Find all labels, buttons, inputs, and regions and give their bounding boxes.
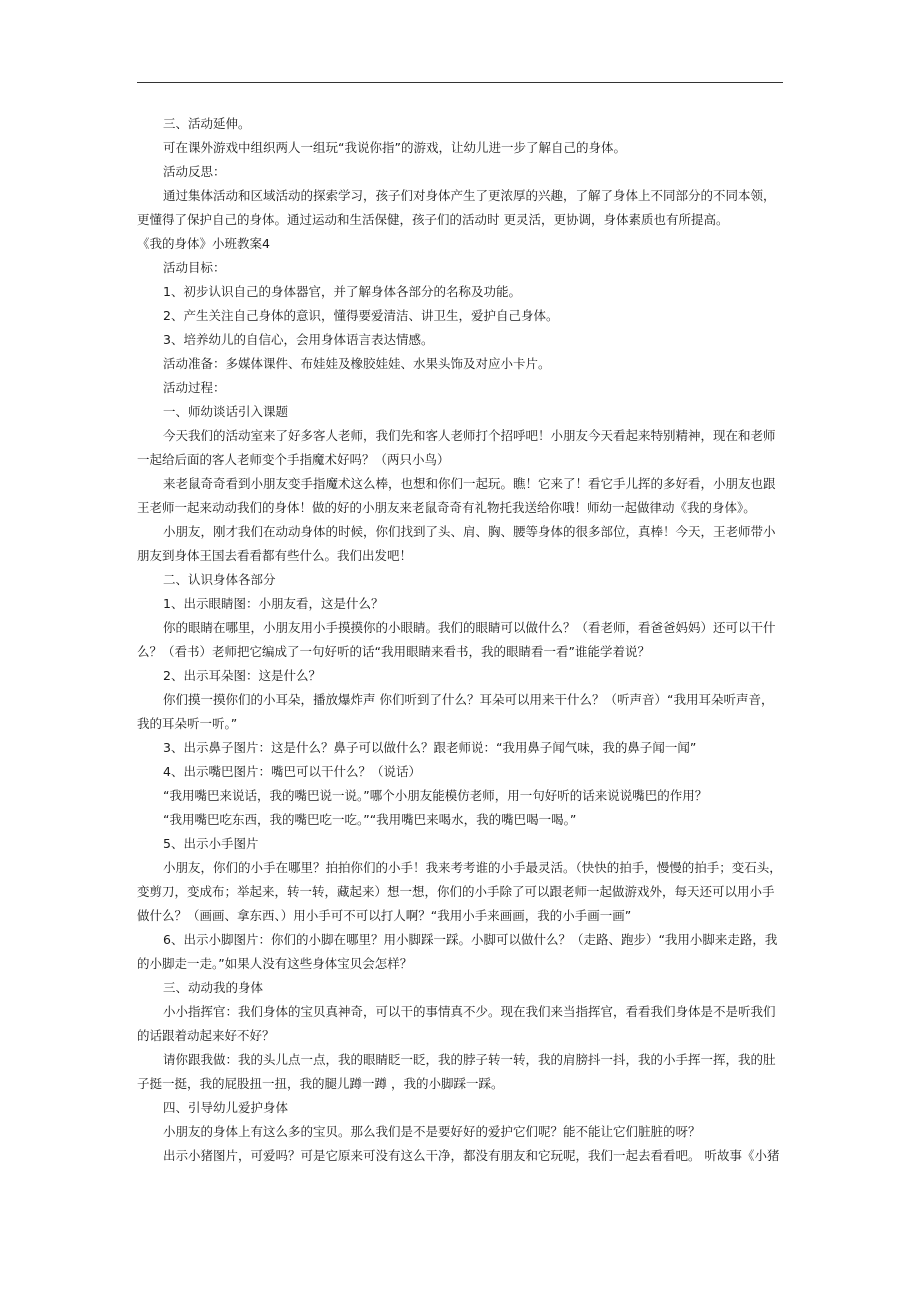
- paragraph: 3、培养幼儿的自信心，会用身体语言表达情感。: [163, 332, 434, 347]
- paragraph: 4、出示嘴巴图片：嘴巴可以干什么？（说话）: [163, 764, 421, 779]
- section-title: 《我的身体》小班教案4: [137, 236, 270, 251]
- paragraph: 今天我们的活动室来了好多客人老师，我们先和客人老师打个招呼吧！小朋友今天看起来特别精神，现在和老师一起给后面的客人老师变个手指魔术好吗？（两只小鸟）: [137, 428, 776, 467]
- header-rule: [137, 82, 783, 83]
- paragraph: 活动目标：: [163, 260, 226, 275]
- paragraph: 3、出示鼻子图片：这是什么？鼻子可以做什么？跟老师说：“我用鼻子闻气味，我的鼻子闻一闻”: [163, 740, 697, 755]
- paragraph: 小小指挥官：我们身体的宝贝真神奇，可以干的事情真不少。现在我们来当指挥官，看看我们身体是不是听我们的话跟着动起来好不好？: [137, 1004, 776, 1043]
- paragraph: 你们摸一摸你们的小耳朵，播放爆炸声 你们听到了什么？耳朵可以用来干什么？（听声音）“我用耳朵听声音，我的耳朵听一听。”: [137, 692, 774, 731]
- paragraph: 你的眼睛在哪里，小朋友用小手摸摸你的小眼睛。我们的眼睛可以做什么？（看老师，看爸爸妈妈）还可以干什么？（看书）老师把它编成了一句好听的话“我用眼睛来看书，我的眼睛看一看”谁能学着说？: [137, 620, 776, 659]
- paragraph: 小朋友的身体上有这么多的宝贝。那么我们是不是要好好的爱护它们呢？能不能让它们脏脏的呀？: [163, 1124, 701, 1139]
- paragraph: 三、动动我的身体: [163, 980, 264, 995]
- paragraph: 一、师幼谈话引入课题: [163, 404, 289, 419]
- paragraph: 6、出示小脚图片：你们的小脚在哪里？用小脚踩一踩。小脚可以做什么？（走路、跑步）“我用小脚来走路，我的小脚走一走。”如果人没有这些身体宝贝会怎样？: [137, 932, 778, 971]
- paragraph: 2、出示耳朵图：这是什么？: [163, 668, 321, 683]
- paragraph: 小朋友，你们的小手在哪里？拍拍你们的小手！我来考考谁的小手最灵活。（快快的拍手，慢慢的拍手；变石头，变剪刀，变成布；举起来，转一转，藏起来）想一想，你们的小手除了可以跟老师一起做游戏外，每天还可以用小手做什么？（画画、拿东西、）用小手可不可以打人啊？“我用小手来画画，我的小手画一画”: [137, 860, 782, 923]
- paragraph: 通过集体活动和区域活动的探索学习，孩子们对身体产生了更浓厚的兴趣，了解了身体上不同部分的不同本领，更懂得了保护自己的身体。通过运动和生活保健，孩子们的活动时 更灵活，更协调，身体素质也有所提高。: [137, 188, 776, 227]
- paragraph: 活动反思：: [163, 164, 226, 179]
- paragraph: “我用嘴巴来说话，我的嘴巴说一说。”哪个小朋友能模仿老师，用一句好听的话来说说嘴巴的作用？: [163, 788, 708, 803]
- paragraph: 三、活动延伸。: [163, 116, 251, 131]
- paragraph: “我用嘴巴吃东西，我的嘴巴吃一吃。”“我用嘴巴来喝水，我的嘴巴喝一喝。”: [163, 812, 577, 827]
- paragraph: 请你跟我做：我的头儿点一点，我的眼睛眨一眨，我的脖子转一转，我的肩膀抖一抖，我的小手挥一挥，我的肚子挺一挺，我的屁股扭一扭，我的腿儿蹲一蹲 ，我的小脚踩一踩。: [137, 1052, 776, 1091]
- paragraph: 可在课外游戏中组织两人一组玩“我说你指”的游戏，让幼儿进一步了解自己的身体。: [163, 140, 626, 155]
- paragraph: 5、出示小手图片: [163, 836, 259, 851]
- paragraph: 来老鼠奇奇看到小朋友变手指魔术这么棒，也想和你们一起玩。瞧！它来了！看它手儿挥的多好看，小朋友也跟王老师一起来动动我们的身体！做的好的小朋友来老鼠奇奇有礼物托我送给你哦！师幼一起做律动《我的身体》。: [137, 476, 776, 515]
- paragraph: 2、产生关注自己身体的意识，懂得要爱清洁、讲卫生，爱护自己身体。: [163, 308, 559, 323]
- paragraph: 小朋友，刚才我们在动动身体的时候，你们找到了头、肩、胸、腰等身体的很多部位，真棒！今天，王老师带小朋友到身体王国去看看都有些什么。我们出发吧！: [137, 524, 776, 563]
- document-body: [137, 112, 783, 1168]
- paragraph: 出示小猪图片，可爱吗？可是它原来可没有这么干净，都没有朋友和它玩呢，我们一起去看看吧。 听故事《小猪: [163, 1148, 780, 1163]
- paragraph: 活动准备：多媒体课件、布娃娃及橡胶娃娃、水果头饰及对应小卡片。: [163, 356, 551, 371]
- paragraph: 活动过程：: [163, 380, 226, 395]
- paragraph: 二、认识身体各部分: [163, 572, 276, 587]
- paragraph: 1、初步认识自己的身体器官，并了解身体各部分的名称及功能。: [163, 284, 521, 299]
- paragraph: 四、引导幼儿爱护身体: [163, 1100, 289, 1115]
- paragraph: 1、出示眼睛图：小朋友看，这是什么？: [163, 596, 384, 611]
